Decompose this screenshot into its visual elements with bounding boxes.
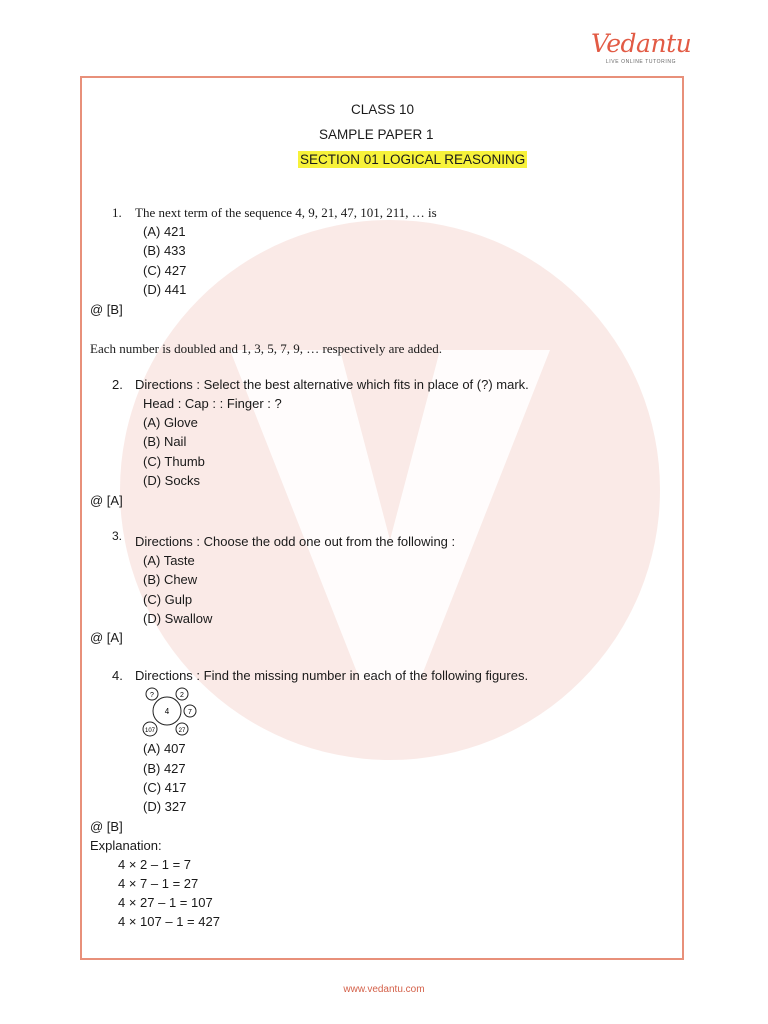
q4-explanation-label: Explanation: xyxy=(90,838,162,853)
q3-number: 3. xyxy=(112,529,123,543)
q3-answer: @ [A] xyxy=(90,630,123,645)
figure-outer-4: 27 xyxy=(178,728,186,734)
q1-option-b: (B) 433 xyxy=(143,243,186,258)
q2-option-a: (A) Glove xyxy=(143,415,198,430)
q1-explanation: Each number is doubled and 1, 3, 5, 7, 9, … respectively are added. xyxy=(90,341,442,356)
q3-option-a: (A) Taste xyxy=(143,553,195,568)
q1-option-a: (A) 421 xyxy=(143,224,186,239)
q1-number: 1. xyxy=(112,205,122,220)
section-heading xyxy=(298,151,527,168)
logo-tagline: LIVE ONLINE TUTORING xyxy=(605,59,677,65)
q4-answer: @ [B] xyxy=(90,819,123,834)
q4-step-3: 4 × 27 – 1 = 107 xyxy=(118,895,213,910)
q4-option-a: (A) 407 xyxy=(143,741,186,756)
q4-option-b: (B) 427 xyxy=(143,761,186,776)
q4-step-1: 4 × 2 – 1 = 7 xyxy=(118,857,192,872)
q3-text: Directions : Choose the odd one out from the following : xyxy=(135,534,456,549)
q2-option-d: (D) Socks xyxy=(143,473,201,488)
q2-text: Directions : Select the best alternative which fits in place of (?) mark. xyxy=(135,377,529,392)
figure-outer-5: 107 xyxy=(144,728,156,734)
q2-analogy: Head : Cap : : Finger : ? xyxy=(143,396,282,411)
figure-outer-3: 7 xyxy=(188,709,192,716)
figure-center: 4 xyxy=(164,707,170,716)
q2-option-b: (B) Nail xyxy=(143,434,187,449)
footer-link[interactable]: www.vedantu.com xyxy=(343,984,425,995)
q4-step-2: 4 × 7 – 1 = 27 xyxy=(118,876,199,891)
vedantu-logo xyxy=(591,30,691,65)
q3-option-c: (C) Gulp xyxy=(143,592,193,607)
q3-option-d: (D) Swallow xyxy=(143,611,213,626)
q2-answer: @ [A] xyxy=(90,493,123,508)
class-heading: CLASS 10 xyxy=(351,102,415,117)
q1-text: The next term of the sequence 4, 9, 21, 47, 101, 211, … is xyxy=(135,205,437,220)
figure-outer-1: ? xyxy=(150,692,154,699)
q3-option-b: (B) Chew xyxy=(143,572,198,587)
paper-heading: SAMPLE PAPER 1 xyxy=(319,127,434,142)
q4-text: Directions : Find the missing number in each of the following figures. xyxy=(135,668,529,683)
q2-number: 2. xyxy=(112,377,123,392)
q4-number: 4. xyxy=(112,668,123,683)
logo-wordmark: Vedantu xyxy=(591,29,692,58)
footer-url[interactable] xyxy=(0,984,768,995)
q1-option-c: (C) 427 xyxy=(143,263,187,278)
q4-option-c: (C) 417 xyxy=(143,780,187,795)
section-title: SECTION 01 LOGICAL REASONING xyxy=(300,152,526,167)
figure-outer-2: 2 xyxy=(180,692,184,699)
q1-answer: @ [B] xyxy=(90,302,123,317)
q2-option-c: (C) Thumb xyxy=(143,454,205,469)
q4-figure xyxy=(138,686,202,738)
q1-option-d: (D) 441 xyxy=(143,282,187,297)
q4-step-4: 4 × 107 – 1 = 427 xyxy=(118,914,220,929)
q4-option-d: (D) 327 xyxy=(143,799,187,814)
